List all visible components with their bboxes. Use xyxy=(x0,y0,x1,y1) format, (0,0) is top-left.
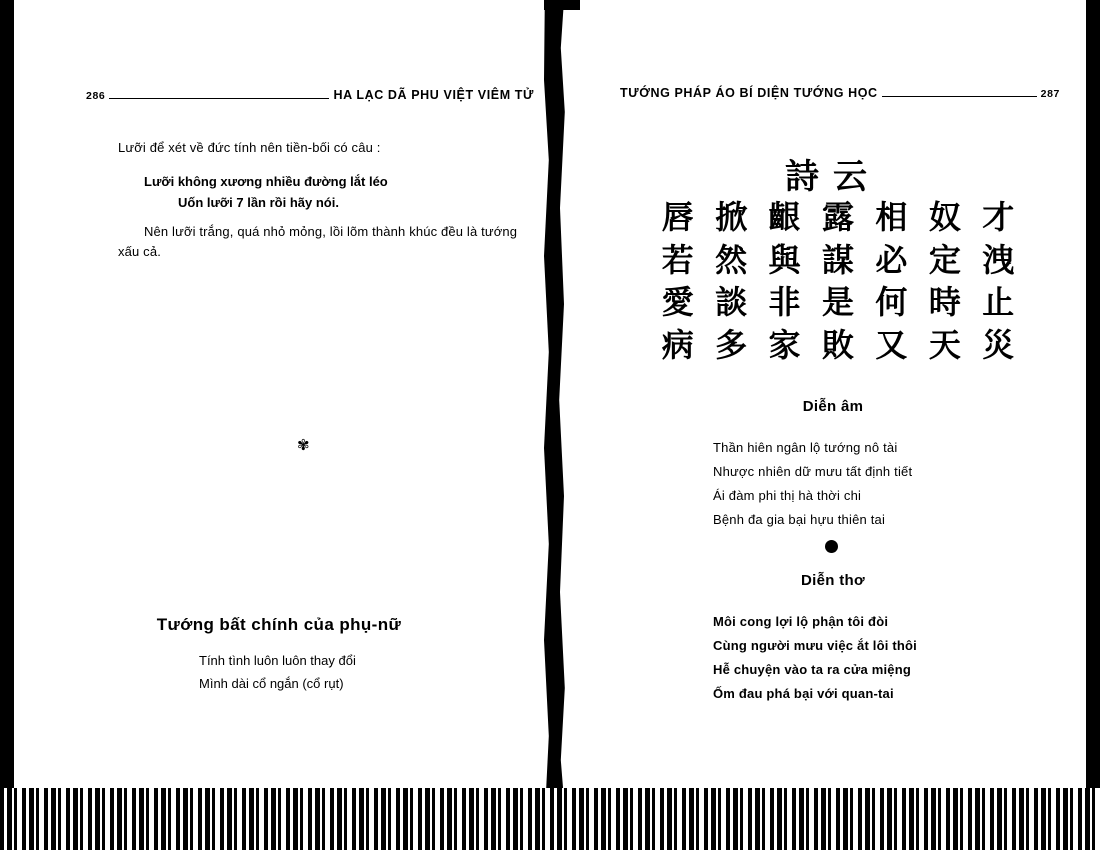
poem-line: Ốm đau phá bại với quan-tai xyxy=(713,686,894,702)
han-char: 何 xyxy=(875,283,908,322)
section-title: Tướng bất chính của phụ-nữ xyxy=(156,615,402,634)
closing-paragraph: Nên lưỡi trắng, quá nhỏ mỏng, lồi lõm thành khúc đều là tướng xấu cả. xyxy=(118,224,518,260)
dien-tho-heading: Diễn thơ xyxy=(801,572,865,589)
han-char: 露 xyxy=(821,198,854,236)
han-char: 家 xyxy=(768,325,801,364)
left-page-running-title: HA LẠC DÃ PHU VIỆT VIÊM TỬ xyxy=(333,88,534,102)
dien-tho-lines xyxy=(713,610,917,706)
han-char: 唇 xyxy=(661,198,694,236)
poem-line: Hễ chuyện vào ta ra cửa miệng xyxy=(713,662,912,678)
han-poem-grid xyxy=(652,196,1024,366)
right-page-running-head xyxy=(620,86,1060,100)
han-char: 天 xyxy=(928,325,961,364)
left-page-running-head xyxy=(86,88,534,102)
han-char: 是 xyxy=(821,283,854,322)
han-char: 若 xyxy=(661,240,694,279)
han-char: 定 xyxy=(928,240,961,279)
han-char: 奴 xyxy=(928,198,961,236)
scan-edge-right xyxy=(1086,0,1100,800)
intro-paragraph: Lưỡi để xét về đức tính nên tiền-bối có câu : xyxy=(118,140,381,155)
scan-bottom-barcode-strip xyxy=(0,788,1100,850)
han-char: 與 xyxy=(768,240,801,279)
han-char: 掀 xyxy=(715,198,748,236)
scan-edge-left xyxy=(0,0,14,800)
dien-am-heading: Diễn âm xyxy=(802,398,864,415)
han-char: 必 xyxy=(875,240,908,279)
runhead-rule-right xyxy=(882,96,1037,97)
bullet-separator-icon xyxy=(825,540,838,553)
han-char: 談 xyxy=(715,283,748,322)
verse-block xyxy=(144,172,524,214)
han-char: 多 xyxy=(715,325,748,364)
trait-list xyxy=(199,650,356,696)
poem-line: Môi cong lợi lộ phận tôi đòi xyxy=(713,614,889,629)
han-char: 時 xyxy=(928,283,961,322)
poem-line: Cùng người mưu việc ắt lôi thôi xyxy=(713,638,917,654)
han-char: 敗 xyxy=(821,325,854,364)
dien-am-lines xyxy=(713,436,912,532)
han-char: 相 xyxy=(875,198,908,236)
left-page xyxy=(14,0,544,800)
han-char: 災 xyxy=(982,325,1015,364)
han-char: 止 xyxy=(982,283,1015,322)
han-char: 然 xyxy=(715,240,748,279)
han-poem-title: 詩云 xyxy=(785,157,881,197)
verse-line-2: Uốn lưỡi 7 lần rồi hãy nói. xyxy=(178,194,339,210)
runhead-rule-left xyxy=(109,98,329,99)
right-page-running-title: TƯỚNG PHÁP ÁO BÍ DIỆN TƯỚNG HỌC xyxy=(620,86,878,100)
han-char: 才 xyxy=(982,198,1015,236)
han-char: 洩 xyxy=(982,240,1015,279)
poem-line: Thần hiên ngân lộ tướng nô tài xyxy=(713,440,898,455)
book-gutter-shadow xyxy=(540,0,580,800)
verse-line-1: Lưỡi không xương nhiều đường lắt léo xyxy=(144,174,388,189)
poem-line: Nhược nhiên dữ mưu tất định tiết xyxy=(713,464,913,480)
han-char: 非 xyxy=(768,283,801,322)
han-char: 齦 xyxy=(768,198,801,236)
list-item: Tính tình luôn luôn thay đổi xyxy=(199,653,356,668)
poem-line: Bệnh đa gia bại hựu thiên tai xyxy=(713,512,886,528)
han-char: 謀 xyxy=(821,240,854,279)
han-char: 愛 xyxy=(661,283,694,322)
list-item: Mình dài cổ ngắn (cổ rụt) xyxy=(199,675,344,691)
left-page-folio: 286 xyxy=(86,90,106,102)
han-char: 又 xyxy=(875,325,908,364)
han-char: 病 xyxy=(661,325,694,364)
flower-ornament-icon: ✾ xyxy=(297,437,310,454)
poem-line: Ái đàm phi thị hà thời chi xyxy=(713,488,862,504)
right-page xyxy=(580,0,1086,800)
right-page-folio: 287 xyxy=(1040,88,1060,100)
